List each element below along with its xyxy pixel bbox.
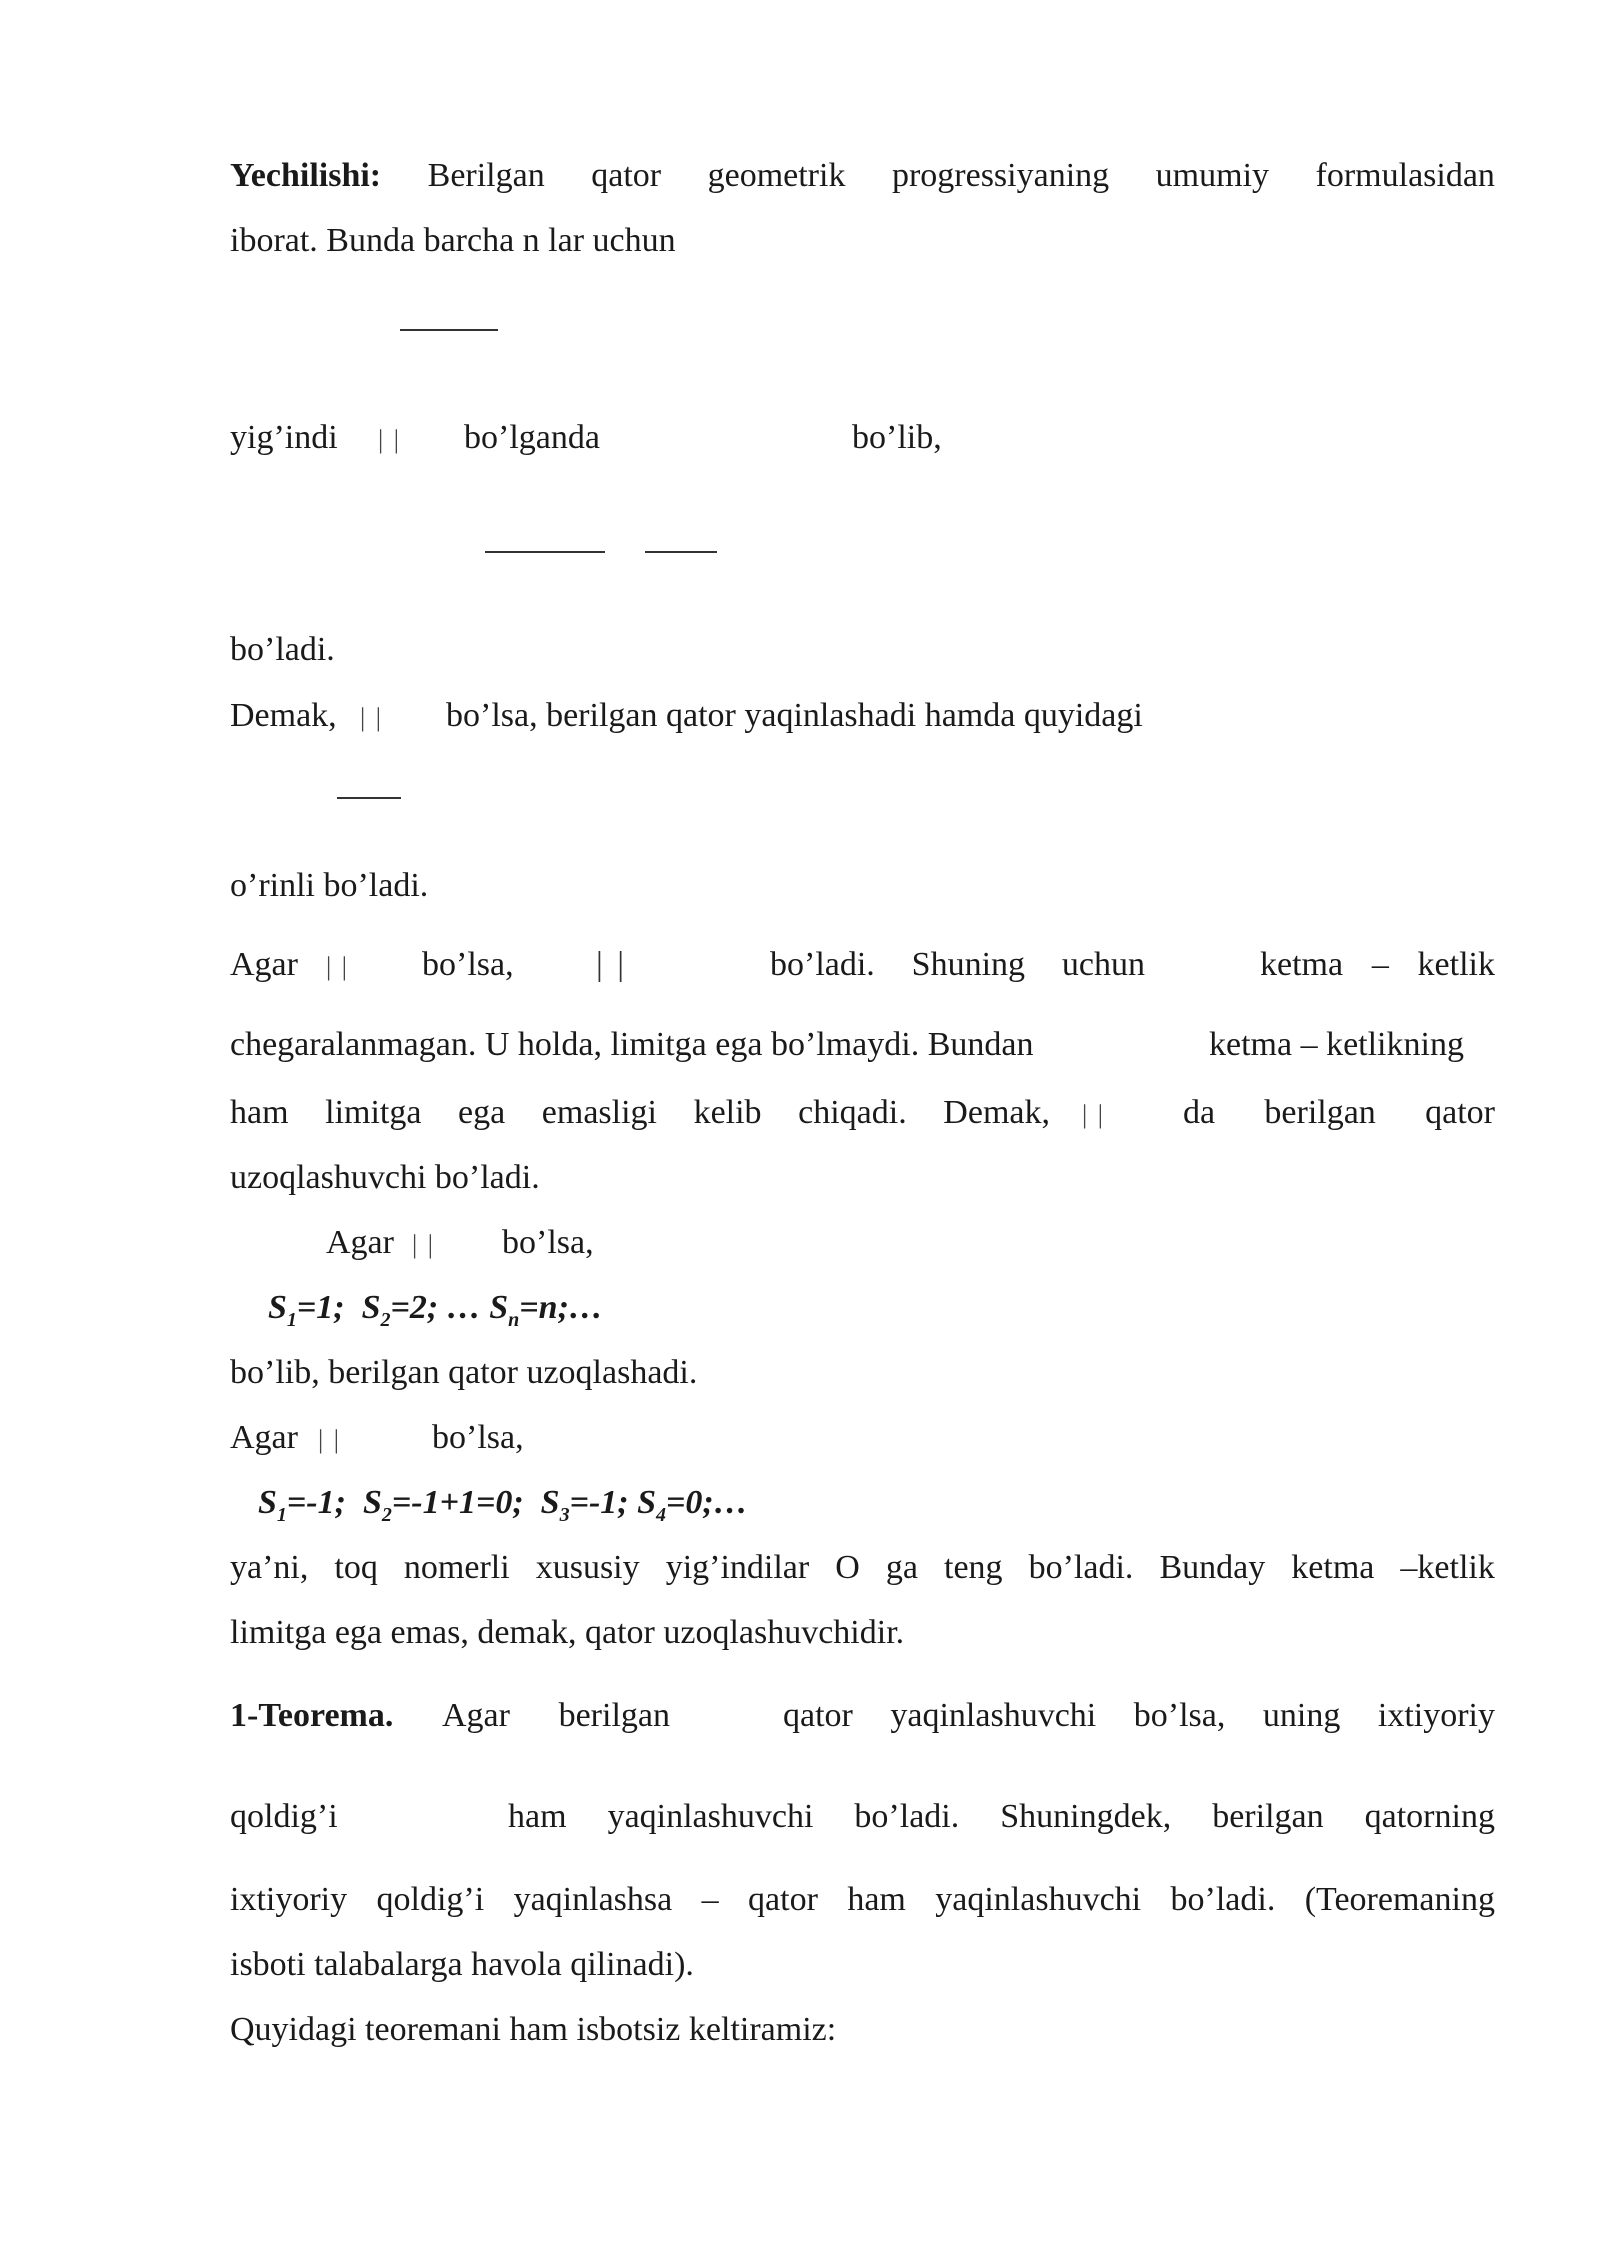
- word: ketma: [1260, 946, 1344, 983]
- word: uchun: [1061, 946, 1145, 983]
- text-fragment: qoldig’i: [230, 1798, 338, 1835]
- abs-bars: | |: [596, 946, 628, 983]
- text-fragment: Agar: [230, 946, 298, 983]
- text-line: isboti talabalarga havola qilinadi).: [230, 1946, 694, 1983]
- formula-partial-sums: $S_1=-1$; $S_2=-1+1=0$; $S_3=-1$; $S_4=0;\dots$: [258, 1484, 748, 1526]
- word: Demak,: [943, 1094, 1050, 1131]
- word: limitga: [325, 1094, 422, 1131]
- text-line: o’rinli bo’ladi.: [230, 867, 429, 904]
- word: qator: [1425, 1094, 1495, 1131]
- word: chiqadi.: [798, 1094, 907, 1131]
- text-line: bo’ladi.: [230, 631, 335, 668]
- word: emasligi: [541, 1094, 657, 1131]
- word: bo’ladi.: [770, 946, 875, 983]
- fraction-bar: [400, 329, 498, 331]
- abs-bars: | |: [326, 952, 349, 981]
- text-fragment: ketma – ketlikning: [1209, 1026, 1464, 1063]
- theorem-label: 1-Teorema.: [230, 1697, 394, 1734]
- text-fragment: Agar: [230, 1419, 298, 1456]
- text-fragment: [1183, 1091, 1495, 1135]
- abs-bars: | |: [1082, 1100, 1105, 1129]
- theorem-line: qator yaqinlashuvchi bo’lsa, uning ixtiyoriy: [783, 1697, 1495, 1734]
- text-line: uzoqlashuvchi bo’ladi.: [230, 1159, 540, 1196]
- paragraph-line: ya’ni, toq nomerli xususiy yig’indilar O ga teng bo’ladi. Bunday ketma –ketlik: [230, 1549, 1495, 1586]
- word: qator: [591, 157, 662, 194]
- word: berilgan: [1264, 1094, 1376, 1131]
- word: geometrik: [707, 157, 846, 194]
- word: formulasidan: [1315, 157, 1495, 194]
- word: ketlik: [1417, 946, 1495, 983]
- text-fragment: [1260, 943, 1495, 987]
- solution-label: Yechilishi:: [230, 157, 382, 194]
- word: progressiyaning: [891, 157, 1110, 194]
- theorem-line: 1-Teorema. Agar berilgan: [230, 1694, 670, 1738]
- text-line: limitga ega emas, demak, qator uzoqlashuvchidir.: [230, 1614, 905, 1651]
- theorem-line: ixtiyoriy qoldig’i yaqinlashsa – qator ham yaqinlashuvchi bo’ladi. (Teoremaning: [230, 1881, 1495, 1918]
- fraction-bar: [485, 551, 605, 553]
- abs-bars: | |: [360, 703, 383, 732]
- text-fragment: bo’lsa,: [432, 1419, 524, 1456]
- word: ham: [230, 1094, 289, 1131]
- abs-bars: | |: [412, 1230, 435, 1259]
- paragraph-line: [230, 154, 1495, 198]
- word: Berilgan: [427, 157, 545, 194]
- text-fragment: bo’lsa, berilgan qator yaqinlashadi hamda quyidagi: [446, 697, 1143, 734]
- word: ega: [458, 1094, 506, 1131]
- paragraph-line: iborat. Bunda barcha n lar uchun: [230, 222, 676, 259]
- formula-partial-sums: $S_1=1$; $S_2=2$; … $S_n=n;\dots$: [268, 1289, 603, 1331]
- text-fragment: bo’lsa,: [422, 946, 514, 983]
- text-fragment: bo’lganda: [464, 419, 600, 456]
- word: Shuning: [911, 946, 1026, 983]
- text-fragment: chegaralanmagan. U holda, limitga ega bo’lmaydi. Bundan: [230, 1026, 1034, 1063]
- text-fragment: [770, 943, 1145, 987]
- text-fragment: bo’lib,: [852, 419, 942, 456]
- fraction-bar: [337, 797, 401, 799]
- text-fragment: [230, 1091, 1050, 1135]
- word: umumiy: [1155, 157, 1270, 194]
- word: da: [1183, 1094, 1216, 1131]
- sum-word: yig’indi: [230, 419, 338, 456]
- text-fragment: Agar: [326, 1224, 394, 1261]
- fraction-bar: [645, 551, 717, 553]
- word: –: [1371, 946, 1389, 983]
- text-line: bo’lib, berilgan qator uzoqlashadi.: [230, 1354, 698, 1391]
- abs-bars: | |: [378, 425, 401, 454]
- text-line: Quyidagi teoremani ham isbotsiz keltiramiz:: [230, 2011, 837, 2048]
- text-fragment: Demak,: [230, 697, 337, 734]
- abs-bars: | |: [318, 1425, 341, 1454]
- theorem-line: ham yaqinlashuvchi bo’ladi. Shuningdek, berilgan qatorning: [508, 1798, 1495, 1835]
- text-fragment: bo’lsa,: [502, 1224, 594, 1261]
- word: kelib: [693, 1094, 762, 1131]
